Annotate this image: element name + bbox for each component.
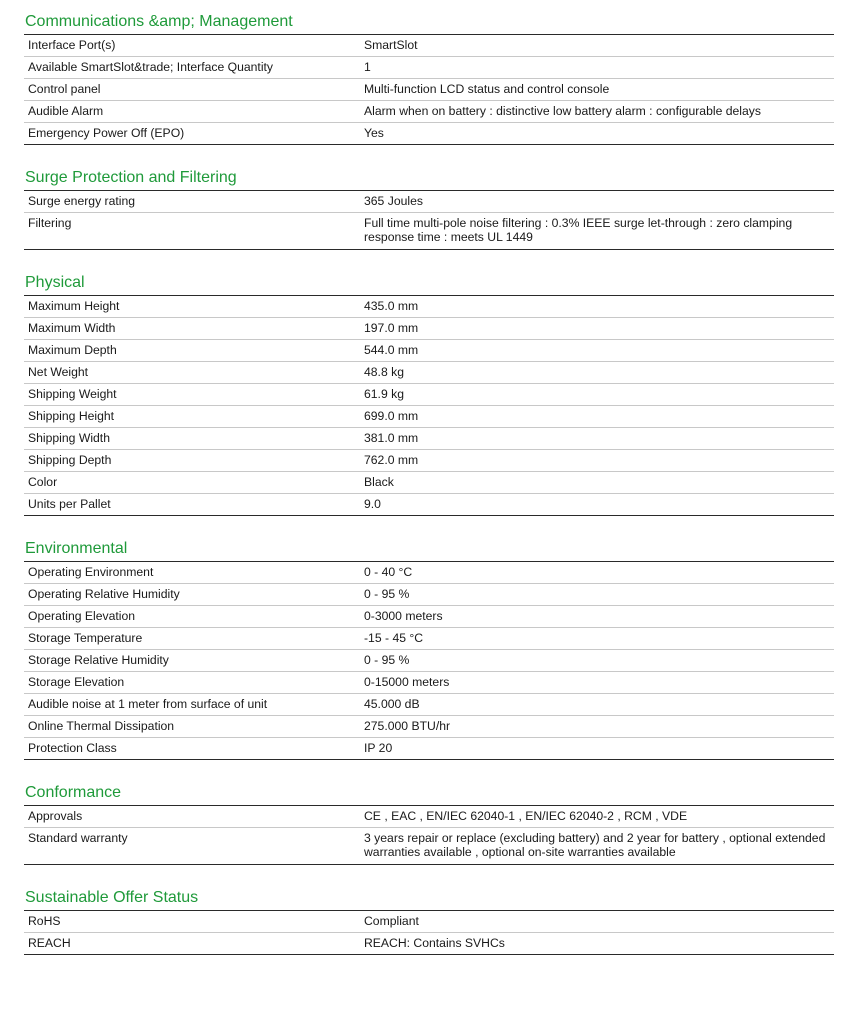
row-label: Audible Alarm xyxy=(24,101,358,123)
row-value: 3 years repair or replace (excluding battery) and 2 year for battery , optional extended warranties available , optional on-site warranties available xyxy=(364,831,826,859)
row-value: 0 - 95 % xyxy=(358,584,834,606)
row-label: Approvals xyxy=(24,806,358,828)
row-value: 544.0 mm xyxy=(358,340,834,362)
row-value: CE , EAC , EN/IEC 62040-1 , EN/IEC 62040-2 , RCM , VDE xyxy=(358,806,834,828)
table-row xyxy=(24,450,834,472)
row-label: Protection Class xyxy=(28,741,117,755)
row-label: Maximum Depth xyxy=(24,340,358,362)
table-row xyxy=(24,191,834,213)
section-title: Environmental xyxy=(25,540,128,557)
row-label: Shipping Height xyxy=(24,406,358,428)
section-environmental xyxy=(24,539,834,760)
row-value: 48.8 kg xyxy=(358,362,834,384)
row-label: RoHS xyxy=(24,911,358,933)
table-row xyxy=(24,318,834,340)
table-row xyxy=(24,79,834,101)
row-value: 762.0 mm xyxy=(358,450,834,472)
row-value: -15 - 45 °C xyxy=(358,628,834,650)
table-row xyxy=(24,101,834,123)
row-value: 0-3000 meters xyxy=(358,606,834,628)
row-value: 197.0 mm xyxy=(358,318,834,340)
row-label: Operating Elevation xyxy=(24,606,358,628)
row-value: Yes xyxy=(364,126,384,140)
row-value: 435.0 mm xyxy=(358,296,834,318)
table-row xyxy=(24,494,834,516)
table-row xyxy=(24,738,834,760)
section-title: Conformance xyxy=(25,784,122,801)
row-label: REACH xyxy=(28,936,71,950)
row-label: Control panel xyxy=(24,79,358,101)
table-row xyxy=(24,296,834,318)
spec-table xyxy=(24,805,834,865)
row-label: Emergency Power Off (EPO) xyxy=(28,126,185,140)
table-row xyxy=(24,428,834,450)
table-row xyxy=(24,213,834,250)
row-value: Alarm when on battery : distinctive low battery alarm : configurable delays xyxy=(358,101,834,123)
row-value: Black xyxy=(358,472,834,494)
table-row xyxy=(24,606,834,628)
section-physical xyxy=(24,273,834,516)
section-title: Physical xyxy=(25,274,85,291)
table-row xyxy=(24,584,834,606)
row-label: Maximum Width xyxy=(24,318,358,340)
section-sustainable-offer-status xyxy=(24,888,834,955)
table-row xyxy=(24,716,834,738)
row-value: 61.9 kg xyxy=(358,384,834,406)
row-label: Filtering xyxy=(28,216,72,230)
row-label: Color xyxy=(24,472,358,494)
row-label: Available SmartSlot&trade; Interface Quantity xyxy=(24,57,358,79)
table-row xyxy=(24,406,834,428)
section-communications-management xyxy=(24,12,834,145)
table-row xyxy=(24,384,834,406)
row-value: 0-15000 meters xyxy=(358,672,834,694)
row-label: Storage Temperature xyxy=(24,628,358,650)
spec-table xyxy=(24,910,834,955)
table-row xyxy=(24,806,834,828)
row-value: 699.0 mm xyxy=(358,406,834,428)
row-label: Operating Environment xyxy=(24,562,358,584)
section-title: Communications &amp; Management xyxy=(25,13,293,30)
spec-table xyxy=(24,561,834,760)
section-surge-protection xyxy=(24,168,834,250)
row-label: Operating Relative Humidity xyxy=(24,584,358,606)
row-label: Interface Port(s) xyxy=(24,35,358,57)
row-value: Multi-function LCD status and control console xyxy=(358,79,834,101)
row-label: Shipping Weight xyxy=(24,384,358,406)
row-label: Units per Pallet xyxy=(28,497,111,511)
row-value: 45.000 dB xyxy=(358,694,834,716)
table-row xyxy=(24,340,834,362)
table-row xyxy=(24,362,834,384)
row-label: Storage Relative Humidity xyxy=(24,650,358,672)
row-label: Standard warranty xyxy=(28,831,128,845)
row-value: 365 Joules xyxy=(358,191,834,213)
section-conformance xyxy=(24,783,834,865)
table-row xyxy=(24,694,834,716)
row-value: 0 - 95 % xyxy=(358,650,834,672)
table-row xyxy=(24,472,834,494)
spec-table xyxy=(24,190,834,250)
section-title: Surge Protection and Filtering xyxy=(25,169,237,186)
spec-table xyxy=(24,34,834,145)
row-label: Maximum Height xyxy=(24,296,358,318)
row-value: 0 - 40 °C xyxy=(358,562,834,584)
row-label: Net Weight xyxy=(24,362,358,384)
row-value: REACH: Contains SVHCs xyxy=(364,936,505,950)
table-row xyxy=(24,35,834,57)
table-row xyxy=(24,672,834,694)
table-row xyxy=(24,650,834,672)
row-value: 1 xyxy=(358,57,834,79)
table-row xyxy=(24,911,834,933)
table-row xyxy=(24,828,834,865)
row-value: 275.000 BTU/hr xyxy=(358,716,834,738)
section-title: Sustainable Offer Status xyxy=(25,889,199,906)
row-value: Full time multi-pole noise filtering : 0.3% IEEE surge let-through : zero clamping response time : meets UL 1449 xyxy=(364,216,793,244)
row-value: Compliant xyxy=(358,911,834,933)
row-label: Surge energy rating xyxy=(24,191,358,213)
row-label: Online Thermal Dissipation xyxy=(24,716,358,738)
table-row xyxy=(24,933,834,955)
table-row xyxy=(24,57,834,79)
spec-table xyxy=(24,295,834,516)
row-label: Storage Elevation xyxy=(24,672,358,694)
row-value: 9.0 xyxy=(364,497,381,511)
row-label: Shipping Width xyxy=(24,428,358,450)
row-label: Audible noise at 1 meter from surface of unit xyxy=(24,694,358,716)
table-row xyxy=(24,562,834,584)
row-value: SmartSlot xyxy=(358,35,834,57)
table-row xyxy=(24,123,834,145)
table-row xyxy=(24,628,834,650)
row-value: IP 20 xyxy=(364,741,393,755)
row-value: 381.0 mm xyxy=(358,428,834,450)
row-label: Shipping Depth xyxy=(24,450,358,472)
